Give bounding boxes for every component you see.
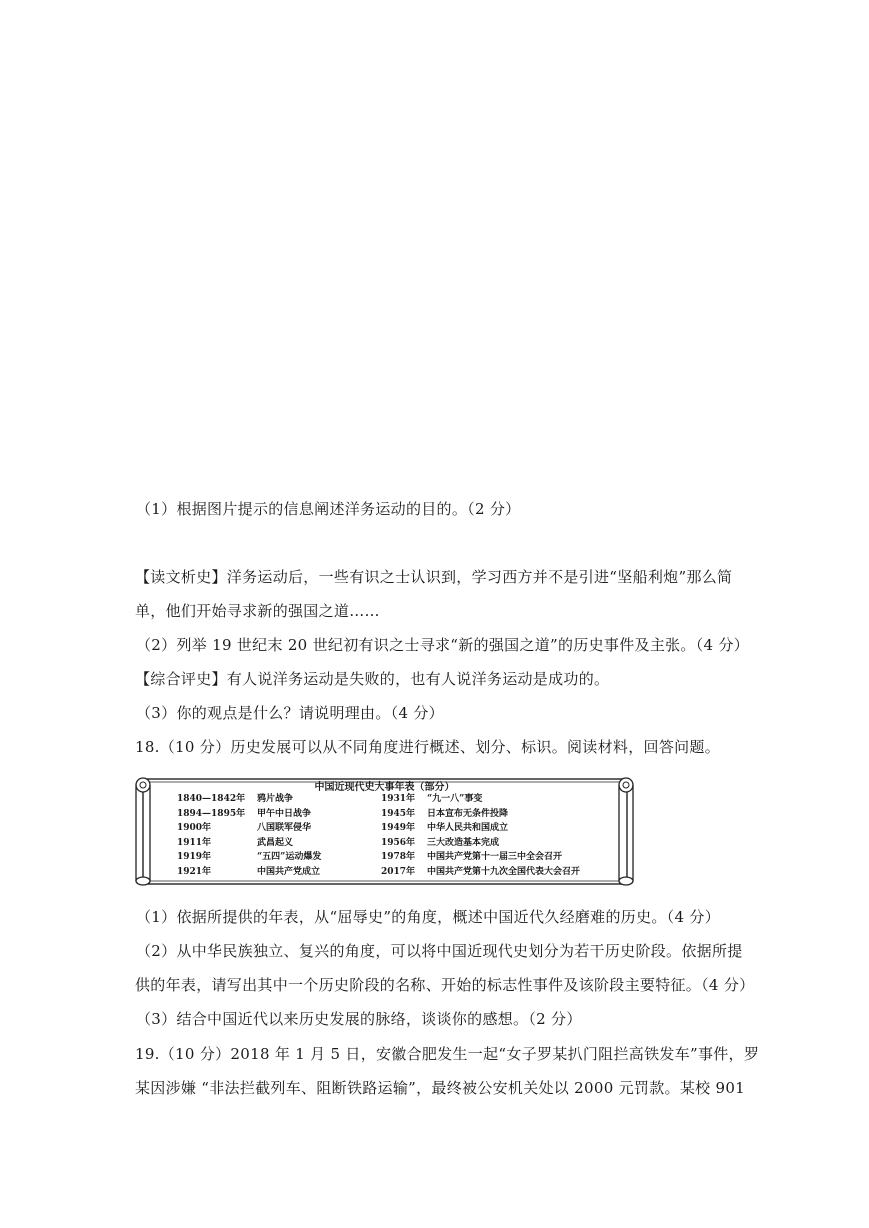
question-19-line1: 19.（10 分）2018 年 1 月 5 日，安徽合肥发生一起“女子罗某扒门阻拦高铁发车”事件，罗 [135, 1045, 760, 1063]
question-18-1: （1）依据所提供的年表，从“屈辱史”的角度，概述中国近代久经磨难的历史。（4 分） [136, 908, 720, 926]
table-cell-event: 中华人民共和国成立 [427, 823, 509, 834]
table-cell-year: 1921年 [177, 866, 212, 877]
question-17-3: （3）你的观点是什么？请说明理由。（4 分） [136, 704, 444, 722]
table-cell-event: 甲午中日战争 [257, 808, 312, 819]
table-cell-year: 1945年 [381, 808, 416, 819]
question-17-1: （1）根据图片提示的信息阐述洋务运动的目的。（2 分） [136, 500, 521, 518]
table-cell-year: 1931年 [381, 794, 416, 804]
question-18-2-line1: （2）从中华民族独立、复兴的角度，可以将中国近现代史划分为若干历史阶段。依据所提 [136, 942, 743, 960]
table-cell-year: 1900年 [177, 823, 212, 834]
question-17-2: （2）列举 19 世纪末 20 世纪初有识之士寻求“新的强国之道”的历史事件及主张。（4 分） [136, 636, 750, 654]
table-title: 中国近现代史大事年表（部分） [314, 782, 455, 793]
question-18-2-line2: 供的年表，请写出其中一个历史阶段的名称、开始的标志性事件及该阶段主要特征。（4 分） [135, 976, 755, 994]
table-cell-event: 中国共产党第十一届三中全会召开 [427, 852, 563, 863]
read-history-paragraph-line1: 【读文析史】洋务运动后，一些有识之士认识到，学习西方并不是引进“坚船利炮”那么简 [135, 568, 733, 586]
table-cell-year: 1956年 [381, 837, 416, 848]
table-cell-year: 1919年 [177, 852, 212, 863]
right-events-column [427, 792, 580, 880]
table-cell-event: 三大改造基本完成 [427, 837, 500, 848]
table-cell-event: 鸦片战争 [257, 794, 294, 804]
read-history-paragraph-line2: 单，他们开始寻求新的强国之道…… [135, 602, 380, 620]
table-cell-event: 八国联军侵华 [257, 823, 312, 834]
table-cell-year: 1978年 [381, 852, 416, 863]
table-cell-event: 日本宣布无条件投降 [427, 808, 509, 819]
table-cell-event: “九一八”事变 [427, 794, 483, 804]
table-cell-event: “五四”运动爆发 [257, 852, 322, 863]
question-19-line2: 某因涉嫌 “非法拦截列车、阻断铁路运输”，最终被公安机关处以 2000 元罚款。某校 901 [135, 1079, 746, 1097]
table-cell-year: 1894—1895年 [177, 808, 246, 819]
left-events-column [257, 792, 321, 880]
table-cell-year: 1949年 [381, 823, 416, 834]
chronology-scroll-table [131, 773, 638, 890]
table-cell-event: 中国共产党成立 [257, 866, 321, 877]
left-years-column [177, 792, 245, 880]
question-18-stem: 18.（10 分）历史发展可以从不同角度进行概述、划分、标识。阅读材料，回答问题。 [135, 738, 721, 756]
table-cell-year: 2017年 [381, 866, 416, 877]
right-years-column [381, 792, 415, 880]
table-cell-event: 中国共产党第十九次全国代表大会召开 [427, 866, 581, 877]
comprehensive-review-paragraph: 【综合评史】有人说洋务运动是失败的，也有人说洋务运动是成功的。 [135, 670, 610, 688]
table-cell-event: 武昌起义 [257, 837, 294, 848]
table-cell-year: 1911年 [177, 837, 212, 848]
question-18-3: （3）结合中国近代以来历史发展的脉络，谈谈你的感想。（2 分） [136, 1010, 582, 1028]
table-cell-year: 1840—1842年 [177, 794, 246, 804]
